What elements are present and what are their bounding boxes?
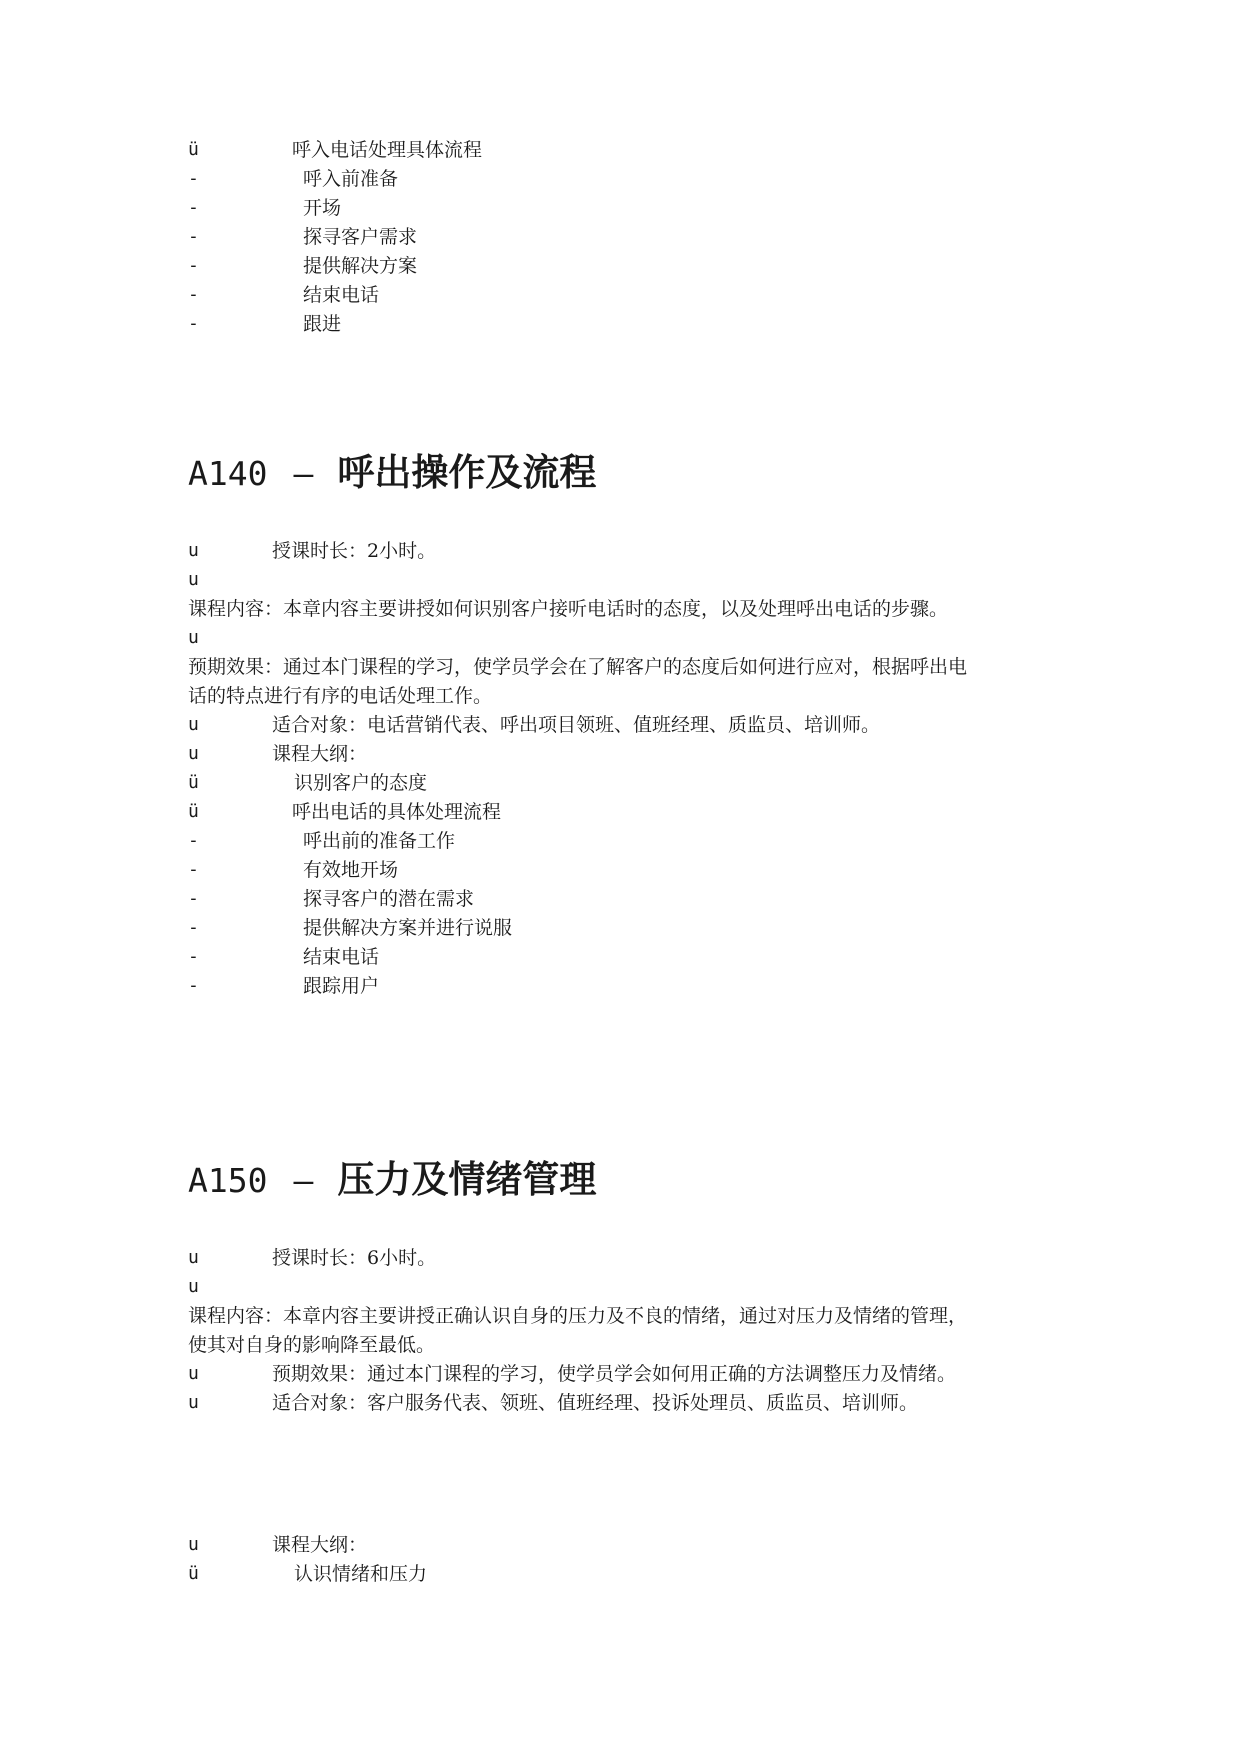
checkmark-bullet-icon: ü [188,1563,199,1584]
flow-step-text: 呼入前准备 [303,168,399,190]
dash-bullet-icon: - [188,197,199,218]
dash-bullet-icon: - [188,284,199,305]
content-text-line: 课程内容：本章内容主要讲授正确认识自身的压力及不良的情绪，通过对压力及情绪的管理， [188,1305,968,1327]
section-title: 压力及情绪管理 [337,1158,597,1201]
flow-step-text: 结束电话 [303,946,380,968]
dash-bullet-icon: - [188,946,199,967]
flow-step-text: 有效地开场 [303,859,399,881]
flow-step-text: 提供解决方案 [303,255,418,277]
outline-label: 课程大纲： [272,1534,368,1556]
checkmark-bullet-icon: ü [188,801,199,822]
audience-text: 适合对象：电话营销代表、呼出项目领班、值班经理、质监员、培训师。 [272,714,881,736]
flow-step-text: 探寻客户的潜在需求 [303,888,475,910]
section-title: 呼出操作及流程 [337,451,597,494]
flow-step-text: 开场 [303,197,342,219]
flow-step-text: 结束电话 [303,284,380,306]
dash-bullet-icon: - [188,226,199,247]
u-bullet-icon: u [188,1276,199,1297]
u-bullet-icon: u [188,569,199,590]
u-bullet-icon: u [188,540,199,561]
heading-separator: – [293,1161,314,1200]
dash-bullet-icon: - [188,313,199,334]
u-bullet-icon: u [188,1363,199,1384]
u-bullet-icon: u [188,627,199,648]
flow-step-text: 呼出前的准备工作 [303,830,456,852]
dash-bullet-icon: - [188,917,199,938]
duration-text: 授课时长：2小时。 [272,540,437,562]
u-bullet-icon: u [188,1392,199,1413]
dash-bullet-icon: - [188,888,199,909]
effect-text-line: 话的特点进行有序的电话处理工作。 [188,685,493,707]
duration-text: 授课时长：6小时。 [272,1247,437,1269]
content-text-line: 使其对自身的影响降至最低。 [188,1334,436,1356]
flow-step-text: 提供解决方案并进行说服 [303,917,513,939]
u-bullet-icon: u [188,714,199,735]
dash-bullet-icon: - [188,830,199,851]
outline-label: 课程大纲： [272,743,368,765]
effect-text: 预期效果：通过本门课程的学习，使学员学会如何用正确的方法调整压力及情绪。 [272,1363,957,1385]
checkmark-bullet-icon: ü [188,772,199,793]
flow-title-text: 呼入电话处理具体流程 [292,139,483,161]
checkmark-bullet-icon: ü [188,139,199,160]
u-bullet-icon: u [188,743,199,764]
section-heading-a150 [188,1157,596,1204]
outline-subitem-text: 认识情绪和压力 [294,1563,428,1585]
section-code: A150 [188,1161,268,1200]
u-bullet-icon: u [188,1534,199,1555]
dash-bullet-icon: - [188,975,199,996]
dash-bullet-icon: - [188,168,199,189]
effect-text-line: 预期效果：通过本门课程的学习，使学员学会在了解客户的态度后如何进行应对，根据呼出电 [188,656,968,678]
audience-text: 适合对象：客户服务代表、领班、值班经理、投诉处理员、质监员、培训师。 [272,1392,919,1414]
flow-step-text: 探寻客户需求 [303,226,418,248]
flow-step-text: 跟踪用户 [303,975,380,997]
heading-separator: – [293,454,314,493]
outline-subitem-text: 呼出电话的具体处理流程 [292,801,502,823]
content-text: 课程内容：本章内容主要讲授如何识别客户接听电话时的态度，以及处理呼出电话的步骤。 [188,598,949,620]
dash-bullet-icon: - [188,255,199,276]
u-bullet-icon: u [188,1247,199,1268]
outline-subitem-text: 识别客户的态度 [294,772,428,794]
section-code: A140 [188,454,268,493]
flow-step-text: 跟进 [303,313,342,335]
dash-bullet-icon: - [188,859,199,880]
section-heading-a140 [188,450,596,497]
